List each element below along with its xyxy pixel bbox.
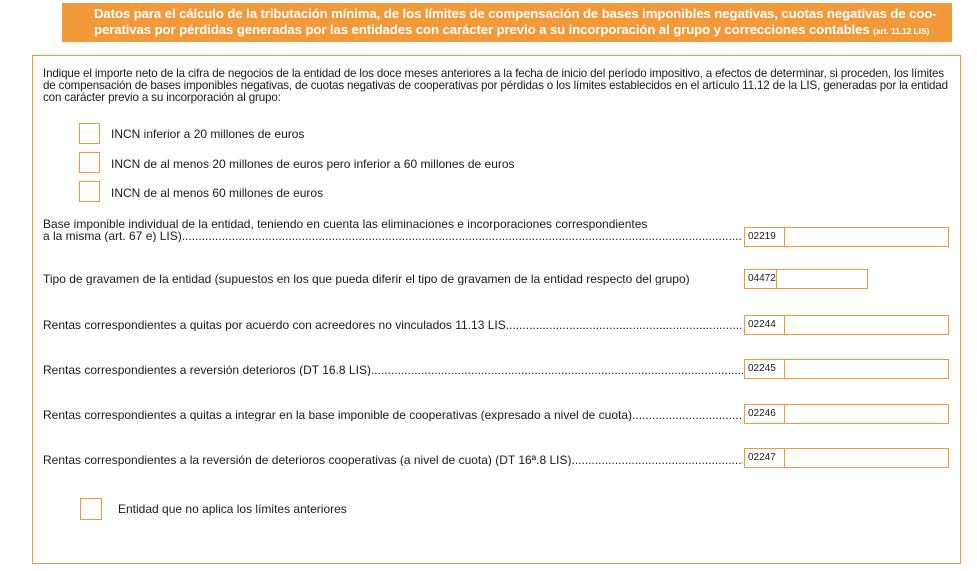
incn-over-60m-checkbox[interactable] (79, 181, 100, 202)
section-header (62, 3, 952, 42)
incn-instructions: Indique el importe neto de la cifra de negocios de la entidad de los doce meses anteriores a la fecha de inicio del período impositivo, a efectos de determinar, si proceden, los límites de compensación de bases imponibles negativas, de cuotas negativas de cooperativas por pérdidas o los límites establecidos en el artículo 11.12 de la LIS, generadas por la entidad con carácter previo a su incorporación al grupo: (43, 67, 948, 104)
taxable-base-field (744, 227, 949, 247)
taxable-base-input[interactable] (785, 228, 948, 246)
coop-impairment-reversal-row (43, 454, 743, 466)
tax-rate-row (43, 273, 743, 285)
incn-20m-to-60m-checkbox[interactable] (79, 152, 100, 173)
impairment-reversal-row (43, 364, 743, 376)
coop-impairment-reversal-code: 02247 (745, 449, 785, 467)
impairment-reversal-input[interactable] (785, 360, 948, 378)
impairment-reversal-label: Rentas correspondientes a reversión deterioros (DT 16.8 LIS) (43, 364, 371, 376)
tax-rate-label: Tipo de gravamen de la entidad (supuestos en los que pueda diferir el tipo de gravamen de la entidad respecto del grupo) (43, 273, 690, 285)
coop-quitas-input[interactable] (785, 405, 948, 423)
coop-quitas-row (43, 409, 743, 421)
incn-under-20m-checkbox[interactable] (79, 123, 100, 144)
incn-20m-to-60m-label: INCN de al menos 20 millones de euros pero inferior a 60 millones de euros (111, 157, 515, 171)
no-limits-checkbox[interactable] (80, 498, 102, 520)
coop-impairment-reversal-label: Rentas correspondientes a la reversión de deterioros cooperativas (a nivel de cuota) (DT 16ª.8 LIS) (43, 454, 572, 466)
taxable-base-row (43, 230, 743, 242)
coop-quitas-label: Rentas correspondientes a quitas a integrar en la base imponible de cooperativas (expresado a nivel de cuota) (43, 409, 633, 421)
coop-impairment-reversal-input[interactable] (785, 449, 948, 467)
coop-quitas-field (744, 404, 949, 424)
tax-rate-code: 04472 (745, 270, 777, 288)
coop-quitas-code: 02246 (745, 405, 785, 423)
section-title-line2: perativas por pérdidas generadas por las entidades con carácter previo a su incorporación al grupo y correcciones contables (94, 22, 870, 37)
impairment-reversal-field (744, 359, 949, 379)
incn-over-60m-label: INCN de al menos 60 millones de euros (111, 186, 324, 200)
creditor-quitas-input[interactable] (785, 316, 948, 334)
creditor-quitas-row (43, 319, 743, 331)
tax-rate-input[interactable] (777, 270, 925, 288)
taxable-base-label: a la misma (art. 67 e) LIS) (43, 230, 182, 242)
no-limits-label: Entidad que no aplica los límites anteriores (118, 502, 347, 516)
section-legal-reference: (art. 11.12 LIS) (873, 26, 930, 36)
creditor-quitas-field (744, 315, 949, 335)
taxable-base-code: 02219 (745, 228, 785, 246)
section-title-line1: Datos para el cálculo de la tributación mínima, de los límites de compensación de bases imponibles negativas, cuotas negativas de coo- (94, 6, 937, 21)
creditor-quitas-code: 02244 (745, 316, 785, 334)
taxable-base-label-line1: Base imponible individual de la entidad, teniendo en cuenta las eliminaciones e incorporaciones correspondientes (43, 217, 648, 231)
coop-impairment-reversal-field (744, 448, 949, 468)
incn-under-20m-label: INCN inferior a 20 millones de euros (111, 127, 305, 141)
creditor-quitas-label: Rentas correspondientes a quitas por acuerdo con acreedores no vinculados 11.13 LIS (43, 319, 506, 331)
tax-rate-field (744, 269, 868, 289)
impairment-reversal-code: 02245 (745, 360, 785, 378)
